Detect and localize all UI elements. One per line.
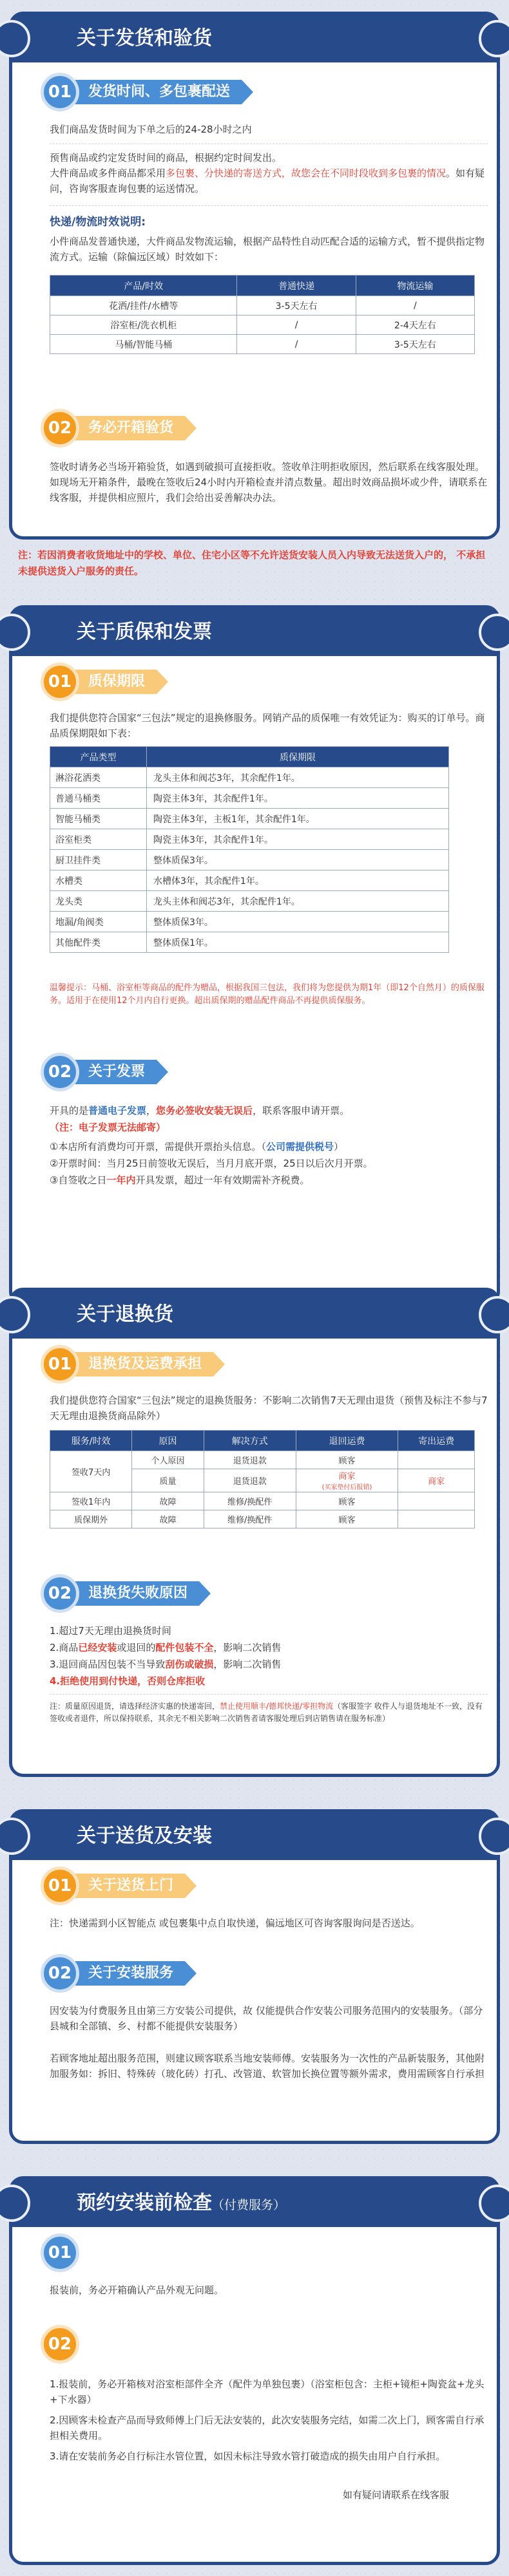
table-row: 签收1年内 故障 维修/换配件 顾客 xyxy=(50,1492,475,1510)
returns-table: 服务/时效 原因 解决方式 退回运费 寄出运费 签收7天内 个人原因 退货退款 顾客 质量 退货退款 商家 (买家垫付后报销) 商家 签收1年内 故障 维修/换配件 顾客 质保期外 故障 维修/换配件 顾客 xyxy=(50,1430,475,1528)
paragraph: 3.请在安装前务必自行标注水管位置，如因未标注导致水管打破造成的损失由用户自行承担。 xyxy=(50,2450,446,2462)
number-badge: 02 xyxy=(41,1053,79,1091)
paragraph: 预售商品或约定发货时间的商品，根据约定时间发出。 大件商品或多件商品都采用多包裹、分快递的寄送方式，故您会在不同时段收到多包裹的情况。如有疑问，咨询客服查询包裹的运送情况。 xyxy=(50,152,485,194)
section-delivery-install xyxy=(9,1809,500,2144)
paragraph: ③自签收之日一年内开具发票，超过一年有效期需补齐税费。 xyxy=(50,1174,310,1186)
divider xyxy=(50,205,488,206)
table-row: 其他配件类 整体质保1年。 xyxy=(50,932,449,953)
paragraph-heading: 快递/物流时效说明: xyxy=(50,216,146,229)
table-row: 淋浴花洒类 龙头主体和阀芯3年，其余配件1年。 xyxy=(50,767,449,788)
section-header xyxy=(12,1291,497,1339)
header-decoration xyxy=(479,614,509,651)
paragraph: ②开票时间：当月25日前签收无误后，当月月底开票，25日以后次月开票。 xyxy=(50,1158,373,1169)
number-badge: 02 xyxy=(41,1954,79,1993)
header-decoration xyxy=(479,1296,509,1333)
subheading-label: 质保期限 xyxy=(69,670,157,694)
delivery-note: 注：若因消费者收货地址中的学校、单位、住宅小区等不允许送货安装人员入内导致无法送货入户的， 不承担未提供送货入户服务的责任。 xyxy=(18,549,486,577)
paragraph: 因安装为付费服务且由第三方安装公司提供，故 仅能提供合作安装公司服务范围内的安装服务。（部分县城和全部镇、乡、村都不能提供安装服务） xyxy=(50,2005,483,2032)
subheading-label: 发货时间、多包裹配送 xyxy=(69,80,242,104)
section-preinstall-check xyxy=(9,2176,500,2565)
paragraph: 我们提供您符合国家“三包法”规定的退换修服务。网销产品的质保唯一有效凭证为：购买的订单号。商品质保期限如下表： xyxy=(50,712,485,739)
table-row: 普通马桶类 陶瓷主体3年，其余配件1年。 xyxy=(50,788,449,809)
subheading-install-service xyxy=(41,1954,318,1993)
subheading-returns-fee xyxy=(41,1345,318,1384)
shipping-table: 产品/时效 普通快递 物流运输 花洒/挂件/水槽等 3-5天左右 / 浴室柜/洗衣机柜 / 2-4天左右 马桶/智能马桶 / 3-5天左右 xyxy=(50,275,475,354)
warranty-table: 产品类型 质保期限 淋浴花洒类 龙头主体和阀芯3年，其余配件1年。 普通马桶类 陶瓷主体3年，其余配件1年。 智能马桶类 陶瓷主体3年，主板1年，其余配件1年。 浴室柜类 陶瓷主体3年，其余配件1年。 厨卫挂件类 整体质保3年。 水槽类 水槽体3年，其余配件1年。 龙头类 龙头主体和阀芯3年，其余配件1年。 地漏/角阀类 整体质保3年。 其他配件类 整体质保1年。 xyxy=(50,746,449,953)
number-badge: 01 xyxy=(41,1866,79,1905)
list-item: 1.超过7天无理由退换货时间 xyxy=(50,1625,171,1637)
section-returns xyxy=(9,1288,500,1777)
header-decoration xyxy=(0,1818,30,1855)
table-row: 水槽类 水槽体3年，其余配件1年。 xyxy=(50,870,449,891)
section-header xyxy=(12,1812,497,1860)
paragraph: 1.报装前，务必开箱核对浴室柜部件全齐（配件为单独包裹）（浴室柜包含：主柜+镜柜+陶瓷盆+龙头+下水器） xyxy=(50,2378,485,2405)
header-decoration xyxy=(0,2185,30,2222)
subheading-label: 关于发票 xyxy=(69,1060,157,1084)
number-badge: 01 xyxy=(41,2233,79,2272)
subheading-label: 务必开箱验货 xyxy=(69,416,185,440)
footer-contact: 如有疑问请联系在线客服 xyxy=(342,2489,449,2501)
header-decoration xyxy=(479,20,509,57)
paragraph: 小件商品发普通快递，大件商品发物流运输，根据产品特性自动匹配合适的运输方式，暂不提供指定物流方式。运输（除偏远区域）时效如下： xyxy=(50,236,485,263)
table-row: 花洒/挂件/水槽等 3-5天左右 / xyxy=(50,296,475,315)
section-header xyxy=(12,15,497,62)
paragraph: 2.因顾客未检查产品而导致师傅上门后无法安装的，此次安装服务完结，如需二次上门，顾客需自行承担相关费用。 xyxy=(50,2414,485,2441)
table-row: 签收7天内 个人原因 退货退款 顾客 xyxy=(50,1451,475,1469)
paragraph: （注：电子发票无法邮寄） xyxy=(50,1122,166,1133)
list-item: 2.商品已经安装或退回的配件包装不全，影响二次销售 xyxy=(50,1642,282,1653)
list-item: 3.退回商品因包装不当导致刮伤或破损，影响二次销售 xyxy=(50,1659,282,1670)
section-title: 关于发货和验货 xyxy=(77,27,212,50)
subheading-label: 退换货及运费承担 xyxy=(69,1352,213,1377)
divider xyxy=(50,1694,488,1695)
header-decoration xyxy=(479,1818,509,1855)
paragraph: 报装前，务必开箱确认产品外观无问题。 xyxy=(50,2284,224,2296)
table-row: 浴室柜类 陶瓷主体3年，其余配件1年。 xyxy=(50,829,449,850)
list-item: 4.拒绝使用到付快递，否则仓库拒收 xyxy=(50,1675,206,1687)
table-row: 质保期外 故障 维修/换配件 顾客 xyxy=(50,1510,475,1528)
section-title: 预约安装前检查（付费服务） xyxy=(77,2192,286,2214)
number-badge: 01 xyxy=(41,73,79,111)
header-decoration xyxy=(479,2185,509,2222)
table-row: 智能马桶类 陶瓷主体3年，主板1年，其余配件1年。 xyxy=(50,809,449,829)
paragraph: ①本店所有消费均可开票，需提供开票抬头信息。（公司需提供税号） xyxy=(50,1141,343,1152)
section-shipping xyxy=(9,12,500,540)
subheading-label: 退换货失败原因 xyxy=(69,1581,199,1606)
table-row: 马桶/智能马桶 / 3-5天左右 xyxy=(50,335,475,354)
section-header xyxy=(12,608,497,656)
subheading-step-2 xyxy=(41,2325,92,2364)
table-row: 厨卫挂件类 整体质保3年。 xyxy=(50,850,449,870)
header-decoration xyxy=(0,614,30,651)
number-badge: 01 xyxy=(41,1345,79,1384)
subheading-ship-time xyxy=(41,73,318,111)
paragraph: 开具的是普通电子发票，您务必签收安装无误后，联系客服申请开票。 xyxy=(50,1105,350,1116)
paragraph: 签收时请务必当场开箱验货，如遇到破损可直接拒收。签收单注明拒收原因，然后联系在线客服处理。如现场无开箱条件，最晚在签收后24小时内开箱检查并清点数量。超出时效商品损坏或少件，请联系在线客服，并提供相应照片，我们会给出妥善解决办法。 xyxy=(50,461,488,503)
table-row: 质量 退货退款 商家 (买家垫付后报销) 商家 xyxy=(50,1469,475,1492)
section-warranty xyxy=(9,605,500,1306)
subheading-label: 关于送货上门 xyxy=(69,1874,185,1898)
warranty-warning: 温馨提示：马桶、浴室柜等商品的配件为赠品，根据我国三包法，我们将为您提供为期1年（即12个自然月）的质保服务。适用于在使用12个月内自行更换。超出质保期的赠品配件商品不再提供质保服务。 xyxy=(50,983,485,1006)
paragraph: 注：快递需到小区智能点 或包裹集中点自取快递，偏远地区可咨询客服询问是否送达。 xyxy=(50,1917,420,1929)
table-row: 浴室柜/洗衣机柜 / 2-4天左右 xyxy=(50,315,475,335)
table-row: 龙头类 龙头主体和阀芯3年，其余配件1年。 xyxy=(50,891,449,912)
section-title: 关于送货及安装 xyxy=(77,1825,212,1847)
subheading-return-failure xyxy=(41,1574,318,1613)
header-decoration xyxy=(0,20,30,57)
table-row: 地漏/角阀类 整体质保3年。 xyxy=(50,912,449,932)
subheading-door-delivery xyxy=(41,1866,318,1905)
section-header xyxy=(12,2179,497,2227)
subheading-step-1 xyxy=(41,2233,92,2272)
number-badge: 02 xyxy=(41,2325,79,2364)
paragraph: 我们商品发货时间为下单之后的24-28小时之内 xyxy=(50,124,252,135)
paragraph: 若顾客地址超出服务范围，则建议顾客联系当地安装师傅。安装服务为一次性的产品新装服务，其他附加服务如：拆旧、特殊砖（玻化砖）打孔、改管道、软管加长换位置等额外需求，费用需顾客自行承担 xyxy=(50,2053,485,2080)
paragraph: 我们提供您符合国家“三包法”规定的退换货服务：不影响二次销售7天无理由退货（预售及标注不参与7天无理由退换货商品除外） xyxy=(50,1395,488,1422)
subheading-label: 关于安装服务 xyxy=(69,1961,185,1986)
section-title: 关于退换货 xyxy=(77,1303,173,1326)
section-title: 关于质保和发票 xyxy=(77,621,212,643)
subheading-inspect xyxy=(41,409,318,447)
number-badge: 01 xyxy=(41,663,79,701)
number-badge: 02 xyxy=(41,409,79,447)
returns-note: 注：质量原因退货，请选择经济实惠的快递寄回，禁止使用顺丰/德邦快递/零担物流（客服签字 收件人与退货地址不一致，没有签收或者退件，所以保持联系，其余无不相关影响二次销售者请客服处理后到店销售请在服务标准） xyxy=(50,1702,483,1723)
subheading-warranty-period xyxy=(41,663,318,701)
header-decoration xyxy=(0,1296,30,1333)
subheading-invoice xyxy=(41,1053,318,1091)
number-badge: 02 xyxy=(41,1574,79,1613)
